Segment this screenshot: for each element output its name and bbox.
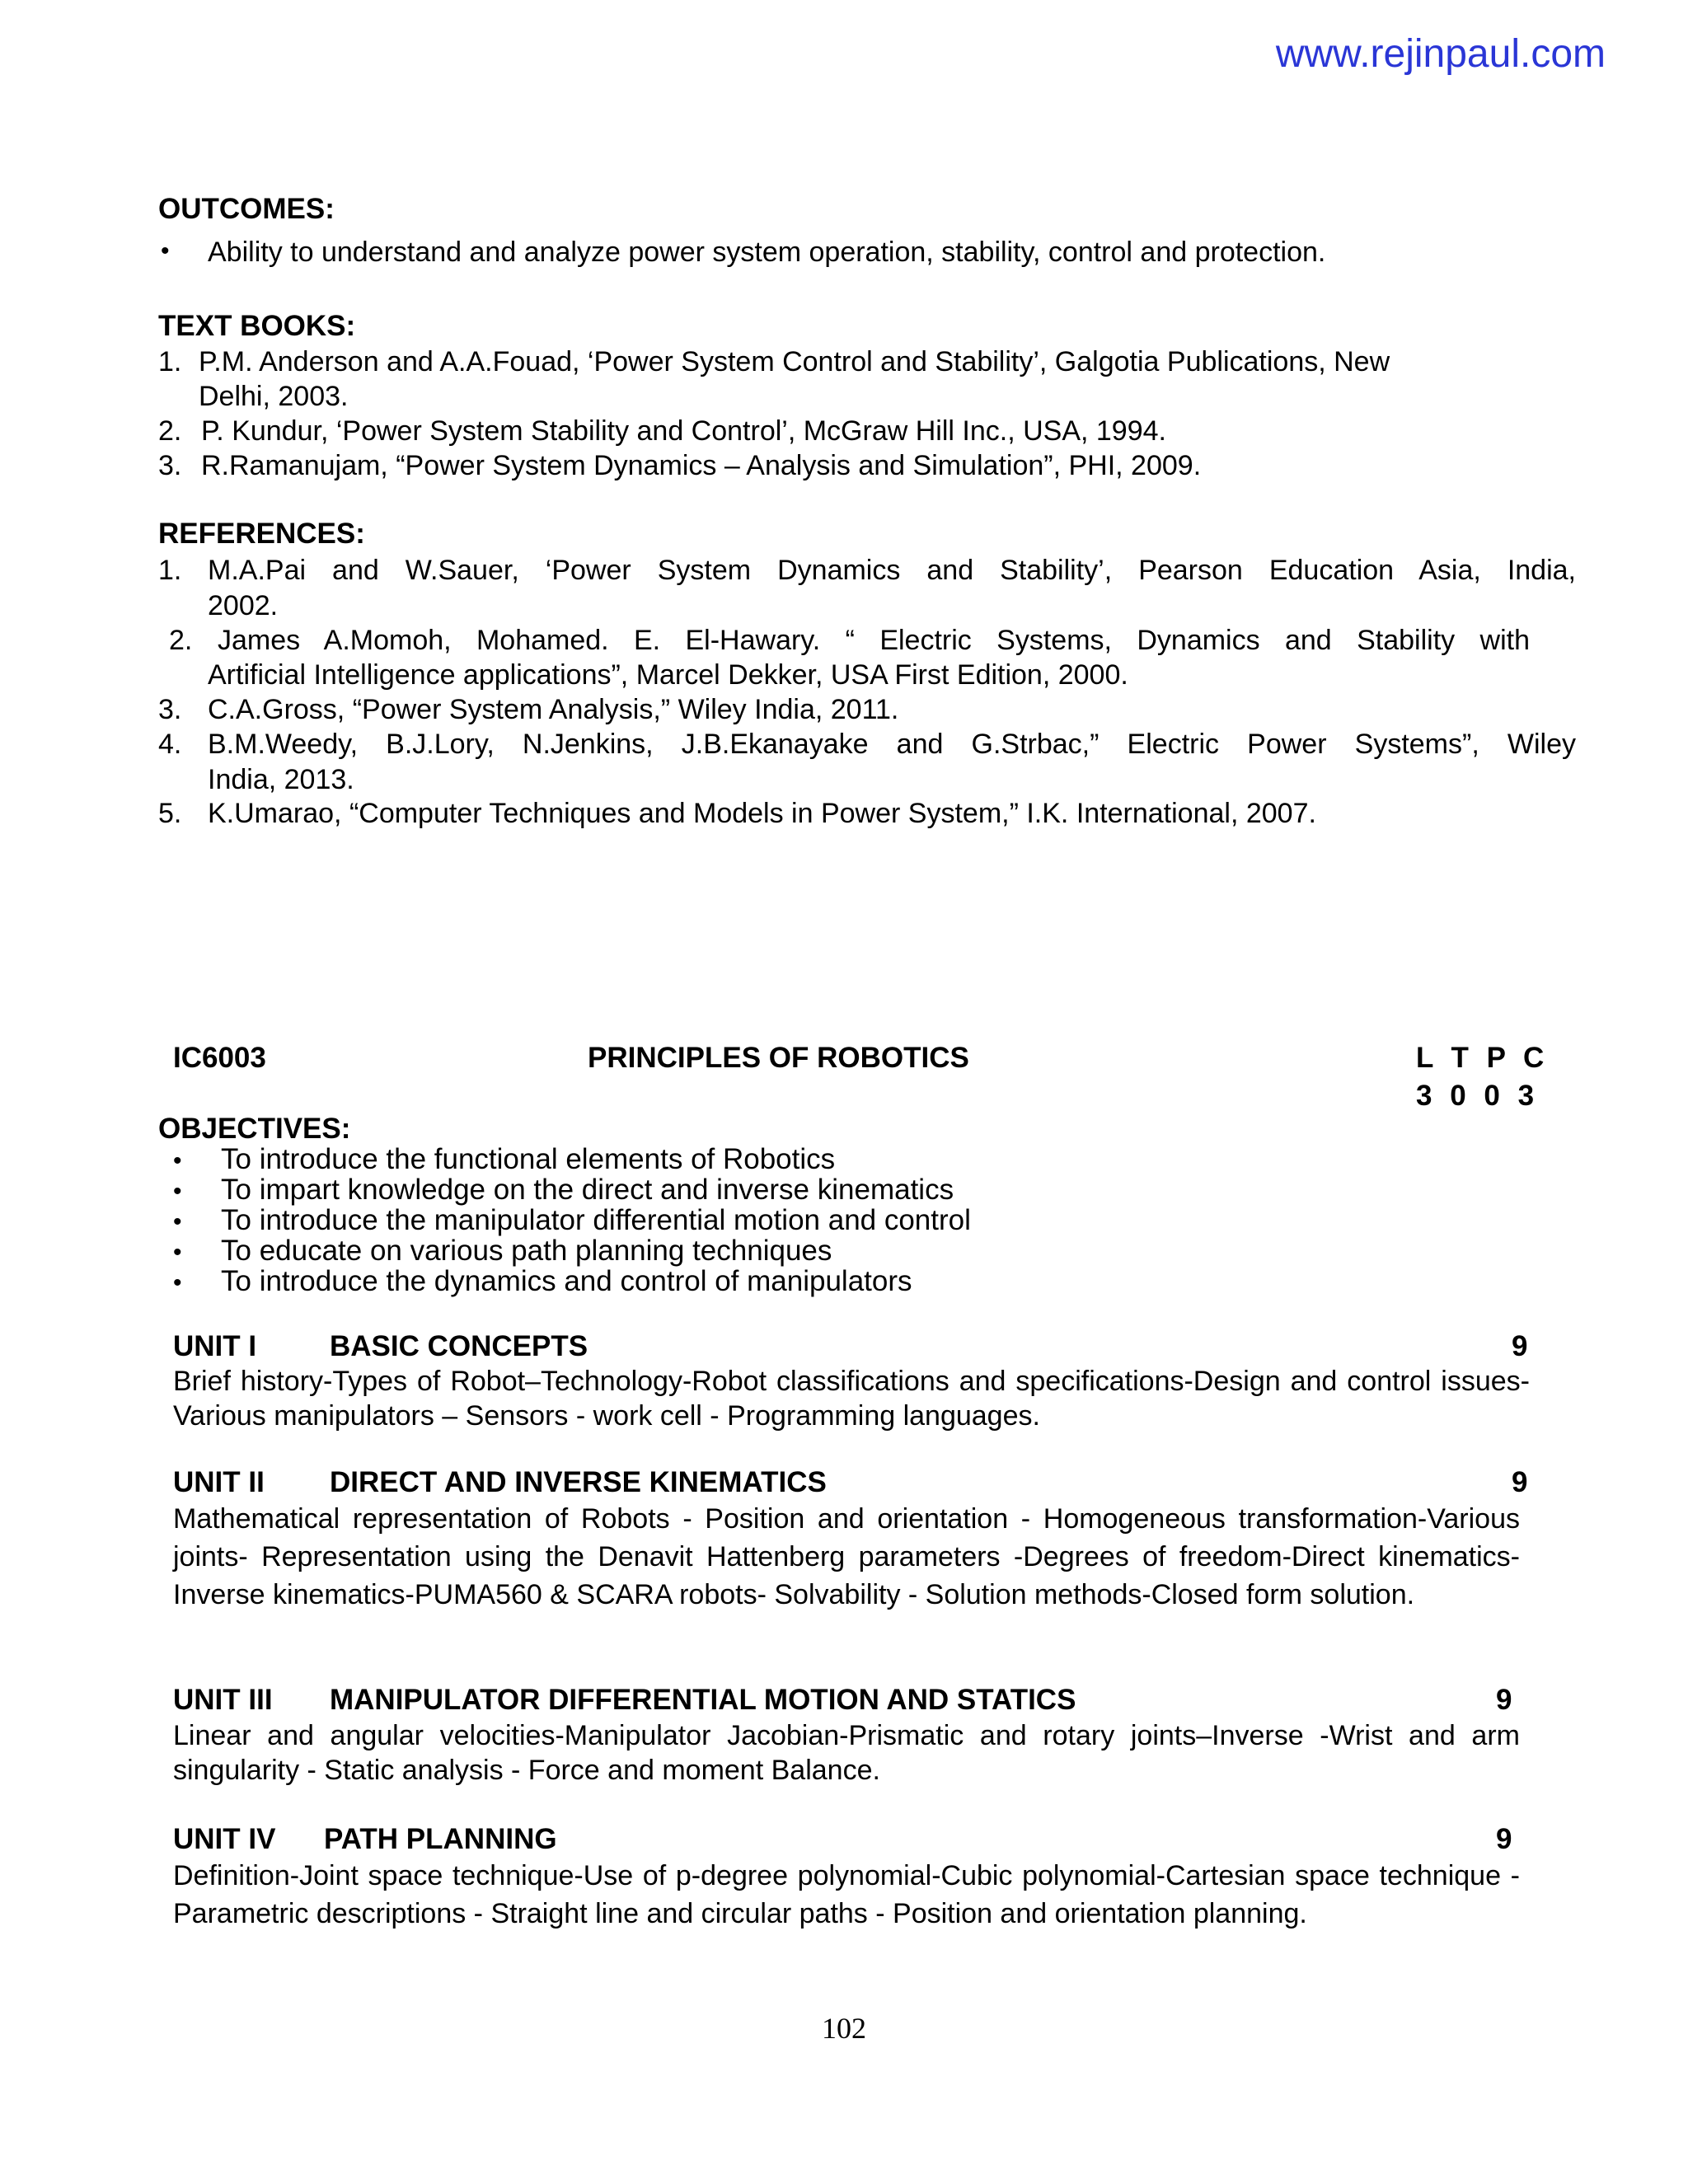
references-heading: REFERENCES: [158, 518, 365, 550]
unit-title: MANIPULATOR DIFFERENTIAL MOTION AND STATICS [330, 1684, 1076, 1716]
unit-description: Linear and angular velocities-Manipulator Jacobian-Prismatic and rotary joints–Inverse -Wrist and arm singularity - Static analysis - Force and moment Balance. [173, 1720, 1520, 1786]
objective-item: To introduce the manipulator differential motion and control [221, 1204, 971, 1236]
unit-title: DIRECT AND INVERSE KINEMATICS [330, 1466, 827, 1498]
unit-label: UNIT I [173, 1330, 257, 1362]
bullet-icon: • [173, 1239, 182, 1266]
unit-label: UNIT IV [173, 1823, 276, 1855]
unit-hours: 9 [1512, 1330, 1528, 1362]
text-book-item: P. Kundur, ‘Power System Stability and Control’, McGraw Hill Inc., USA, 1994. [201, 415, 1166, 447]
reference-item-continued: Artificial Intelligence applications”, Marcel Dekker, USA First Edition, 2000. [208, 659, 1128, 691]
reference-number: 2. [169, 625, 193, 656]
reference-number: 1. [158, 555, 182, 586]
text-book-item-continued: Delhi, 2003. [199, 381, 349, 412]
objective-item: To introduce the functional elements of Robotics [221, 1143, 836, 1175]
unit-description: Mathematical representation of Robots - Position and orientation - Homogeneous transformation-Various joints- Representation using the Denavit Hattenberg parameters -Degrees of freedom-Direct kinematics-Inverse kinematics-PUMA560 & SCARA robots- Solvability - Solution methods-Closed form solution. [173, 1503, 1520, 1610]
objectives-heading: OBJECTIVES: [158, 1113, 351, 1145]
text-book-number: 1. [158, 346, 182, 377]
bullet-icon: • [173, 1178, 182, 1205]
page-number: 102 [822, 2012, 866, 2045]
unit-title: PATH PLANNING [324, 1823, 557, 1855]
reference-number: 5. [158, 798, 182, 829]
reference-item: B.M.Weedy, B.J.Lory, N.Jenkins, J.B.Ekanayake and G.Strbac,” Electric Power Systems”, Wiley [208, 729, 1576, 760]
reference-item: C.A.Gross, “Power System Analysis,” Wiley India, 2011. [208, 694, 899, 725]
unit-hours: 9 [1496, 1684, 1512, 1716]
unit-hours: 9 [1496, 1823, 1512, 1855]
reference-number: 3. [158, 694, 182, 725]
unit-description: Brief history-Types of Robot–Technology-Robot classifications and specifications-Design and control issues- Various manipulators – Sensors - work cell - Programming languages. [173, 1366, 1530, 1432]
reference-number: 4. [158, 729, 182, 760]
unit-hours: 9 [1512, 1466, 1528, 1498]
reference-item: K.Umarao, “Computer Techniques and Models in Power System,” I.K. International, 2007. [208, 798, 1316, 829]
reference-item-continued: 2002. [208, 590, 279, 621]
reference-item: M.A.Pai and W.Sauer, ‘Power System Dynamics and Stability’, Pearson Education Asia, India, [208, 555, 1576, 586]
objective-item: To introduce the dynamics and control of manipulators [221, 1265, 912, 1297]
ltpc-values: 3 0 0 3 [1416, 1080, 1540, 1112]
bullet-icon: • [173, 1269, 182, 1296]
text-book-item: P.M. Anderson and A.A.Fouad, ‘Power System Control and Stability’, Galgotia Publications, New [199, 346, 1390, 377]
ltpc-label: L T P C [1416, 1042, 1550, 1074]
reference-item-continued: India, 2013. [208, 764, 354, 795]
watermark-link[interactable]: www.rejinpaul.com [1275, 32, 1606, 76]
text-book-number: 2. [158, 415, 182, 447]
text-book-item: R.Ramanujam, “Power System Dynamics – Analysis and Simulation”, PHI, 2009. [201, 450, 1202, 481]
course-code: IC6003 [173, 1042, 266, 1074]
bullet-icon: • [173, 1208, 182, 1235]
course-title: PRINCIPLES OF ROBOTICS [588, 1042, 969, 1074]
text-books-heading: TEXT BOOKS: [158, 310, 356, 342]
unit-title: BASIC CONCEPTS [330, 1330, 588, 1362]
objective-item: To educate on various path planning techniques [221, 1235, 832, 1267]
unit-description: Definition-Joint space technique-Use of p-degree polynomial-Cubic polynomial-Cartesian space technique - Parametric descriptions - Straight line and circular paths - Position and orientation planning. [173, 1860, 1520, 1929]
unit-label: UNIT III [173, 1684, 273, 1716]
reference-item: James A.Momoh, Mohamed. E. El-Hawary. “ Electric Systems, Dynamics and Stability with [218, 625, 1530, 656]
objective-item: To impart knowledge on the direct and inverse kinematics [221, 1174, 954, 1206]
bullet-icon: • [161, 237, 170, 265]
outcomes-heading: OUTCOMES: [158, 193, 335, 225]
outcome-item: Ability to understand and analyze power system operation, stability, control and protection. [208, 237, 1326, 268]
bullet-icon: • [173, 1147, 182, 1174]
unit-label: UNIT II [173, 1466, 265, 1498]
text-book-number: 3. [158, 450, 182, 481]
